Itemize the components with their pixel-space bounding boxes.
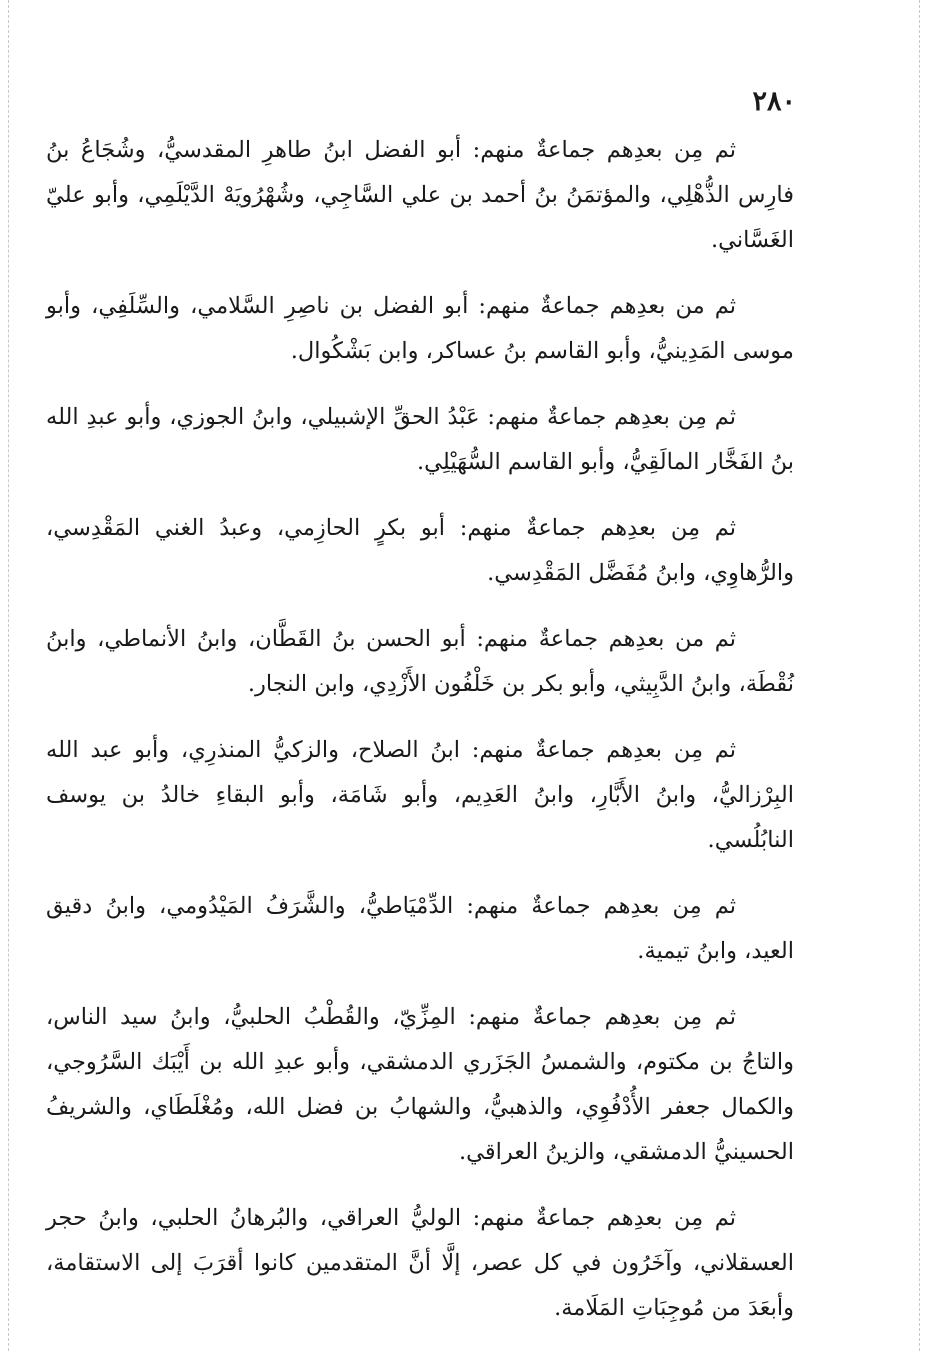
paragraph-3: ثم مِن بعدِهم جماعةٌ منهم: عَبْدُ الحقِّ الإشبيلي، وابنُ الجوزي، وأبو عبدِ الله بنُ الفَخَّار المالَقِيُّ، وأبو القاسم السُّهَيْلِي.: [46, 404, 794, 475]
page-number: ٢٨٠: [752, 86, 796, 117]
paragraph-2: ثم من بعدِهم جماعةٌ منهم: أبو الفضل بن ناصِرِ السَّلامي، والسِّلَفِي، وأبو موسى المَدِينيُّ، وأبو القاسم بنُ عساكر، وابن بَشْكُوال.: [46, 293, 794, 364]
paragraph-1: ثم مِن بعدِهم جماعةٌ منهم: أبو الفضل ابنُ طاهرِ المقدسيُّ، وشُجَاعُ بنُ فارِس الذُّهْلِي، والمؤتمَنُ بنُ أحمد بن علي السَّاجِي، وشُهْرُويَهْ الدَّيْلَمِي، وأبو عليّ الغَسَّاني.: [46, 137, 794, 253]
paragraph-9: ثم مِن بعدِهم جماعةٌ منهم: الوليُّ العراقي، والبُرهانُ الحلبي، وابنُ حجر العسقلاني، وآخَرُون في كل عصر، إلَّا أنَّ المتقدمين كانوا أقرَبَ إلى الاستقامة، وأبعَدَ من مُوجِبَاتِ المَلَامة.: [46, 1205, 794, 1321]
paragraph-7: ثم مِن بعدِهم جماعةٌ منهم: الدِّمْيَاطيُّ، والشَّرَفُ المَيْدُومي، وابنُ دقيق العيد، وابنُ تيمية.: [46, 893, 794, 964]
paragraph-8: ثم مِن بعدِهم جماعةٌ منهم: المِزِّيّ، والقُطْبُ الحلبيُّ، وابنُ سيد الناس، والتاجُ بن مكتوم، والشمسُ الجَزَري الدمشقي، وأبو عبدِ الله بن أَيْبَك السَّرُوجي، والكمال جعفر الأُدْفُوِي، والذهبيُّ، والشهابُ بن فضل الله، ومُغْلَطَاي، والشريفُ الحسينيُّ الدمشقي، والزينُ العراقي.: [46, 1004, 794, 1165]
page-margin-guide-left: [8, 0, 9, 1351]
paragraph-4: ثم مِن بعدِهم جماعةٌ منهم: أبو بكرٍ الحازِمي، وعبدُ الغني المَقْدِسي، والرُّهاوِي، وابنُ مُفَضَّل المَقْدِسي.: [46, 515, 794, 586]
page-body: [46, 128, 794, 1352]
paragraph-5: ثم من بعدِهم جماعةٌ منهم: أبو الحسن بنُ القَطَّان، وابنُ الأنماطي، وابنُ نُقْطَة، وابنُ الدَّبِيثي، وأبو بكر بن خَلْفُون الأَزْدِي، وابن النجار.: [46, 626, 794, 697]
page-margin-guide-right: [919, 0, 920, 1351]
paragraph-6: ثم مِن بعدِهم جماعةٌ منهم: ابنُ الصلاح، والزكيُّ المنذرِي، وأبو عبد الله البِرْزاليُّ، وابنُ الأَبَّارِ، وابنُ العَدِيم، وأبو شَامَة، وأبو البقاءِ خالدُ بن يوسف النابُلُسي.: [46, 737, 794, 853]
